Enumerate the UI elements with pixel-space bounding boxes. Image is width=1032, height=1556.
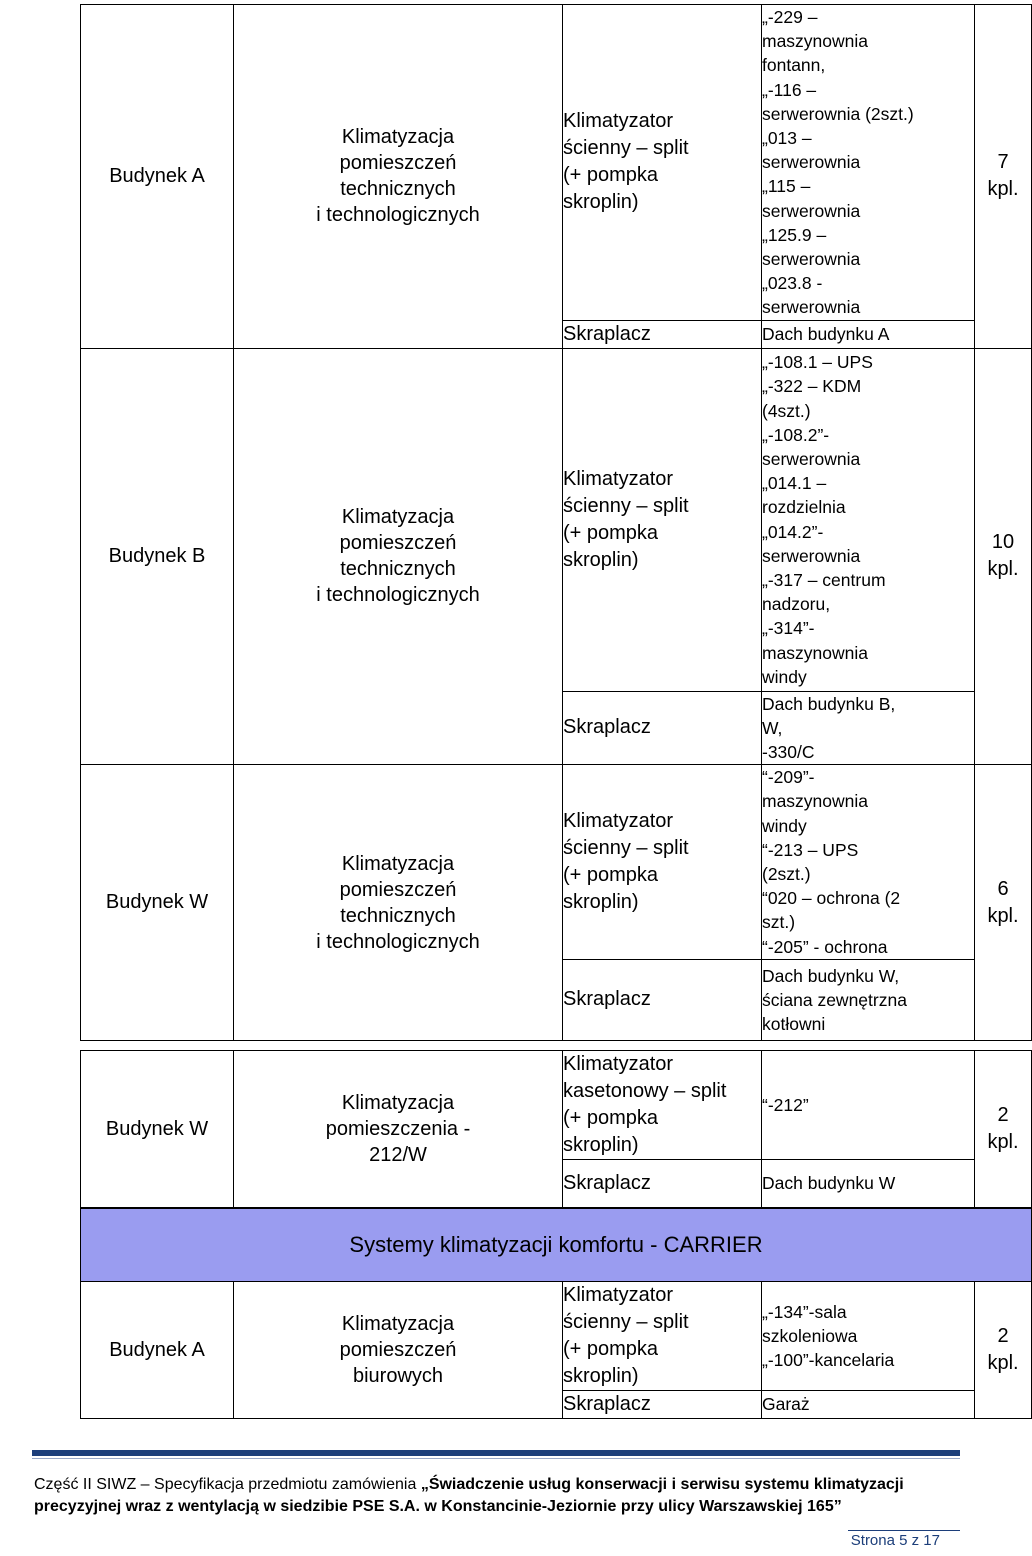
outdoor-unit-cell: Skraplacz	[563, 320, 762, 348]
footer-divider	[32, 1450, 960, 1456]
comfort-systems-table	[80, 1208, 1032, 1419]
outdoor-unit-cell: Skraplacz	[563, 691, 762, 765]
location-list: „-229 – maszynownia fontann, „-116 – serwerownia (2szt.) „013 – serwerownia „115 – serwerownia „125.9 – serwerownia „023.8 - serwerownia	[762, 5, 975, 321]
category-cell: Klimatyzacja pomieszczeń technicznych i technologicznych	[234, 5, 563, 349]
location-list: „-134”-sala szkoleniowa „-100”-kancelaria	[762, 1282, 975, 1391]
category-cell: Klimatyzacja pomieszczeń technicznych i technologicznych	[234, 348, 563, 765]
quantity-cell: 7 kpl.	[975, 5, 1032, 349]
equipment-table-212	[80, 1050, 1032, 1208]
outdoor-location-cell: Dach budynku W, ściana zewnętrzna kotłowni	[762, 959, 975, 1040]
outdoor-unit-cell: Skraplacz	[563, 1160, 762, 1208]
outdoor-location-cell: Garaż	[762, 1391, 975, 1419]
outdoor-location-cell: Dach budynku W	[762, 1160, 975, 1208]
indoor-unit-cell: Klimatyzator ścienny – split (+ pompka skroplin)	[563, 348, 762, 691]
building-cell: Budynek B	[81, 348, 234, 765]
footer-divider-thin	[32, 1458, 960, 1459]
indoor-unit-cell: Klimatyzator ścienny – split (+ pompka skroplin)	[563, 765, 762, 960]
quantity-cell: 2 kpl.	[975, 1282, 1032, 1419]
section-header: Systemy klimatyzacji komfortu - CARRIER	[81, 1209, 1032, 1282]
indoor-unit-cell: Klimatyzator ścienny – split (+ pompka skroplin)	[563, 1282, 762, 1391]
page-number-rule	[848, 1530, 960, 1531]
category-cell: Klimatyzacja pomieszczenia - 212/W	[234, 1051, 563, 1208]
indoor-unit-cell: Klimatyzator kasetonowy – split (+ pompka skroplin)	[563, 1051, 762, 1160]
outdoor-location-cell: Dach budynku B, W, -330/C	[762, 691, 975, 765]
outdoor-unit-cell: Skraplacz	[563, 959, 762, 1040]
location-list: “-209”- maszynownia windy “-213 – UPS (2szt.) “020 – ochrona (2 szt.) “-205” - ochrona	[762, 765, 975, 960]
location-list: „-108.1 – UPS „-322 – KDM (4szt.) „-108.2”- serwerownia „014.1 – rozdzielnia „014.2”- serwerownia „-317 – centrum nadzoru, „-314”- maszynownia windy	[762, 348, 975, 691]
building-cell: Budynek A	[81, 1282, 234, 1419]
location-list: “-212”	[762, 1051, 975, 1160]
quantity-cell: 6 kpl.	[975, 765, 1032, 1041]
outdoor-location-cell: Dach budynku A	[762, 320, 975, 348]
page-number: Strona 5 z 17	[850, 1532, 940, 1549]
building-cell: Budynek W	[81, 765, 234, 1041]
outdoor-unit-cell: Skraplacz	[563, 1391, 762, 1419]
category-cell: Klimatyzacja pomieszczeń biurowych	[234, 1282, 563, 1419]
quantity-cell: 2 kpl.	[975, 1051, 1032, 1208]
equipment-table-main	[80, 4, 1032, 1041]
category-cell: Klimatyzacja pomieszczeń technicznych i technologicznych	[234, 765, 563, 1041]
building-cell: Budynek W	[81, 1051, 234, 1208]
indoor-unit-cell: Klimatyzator ścienny – split (+ pompka skroplin)	[563, 5, 762, 321]
quantity-cell: 10 kpl.	[975, 348, 1032, 765]
building-cell: Budynek A	[81, 5, 234, 349]
document-footer: Część II SIWZ – Specyfikacja przedmiotu zamówienia „Świadczenie usług konserwacji i serwisu systemu klimatyzacji precyzyjnej wraz z wentylacją w siedzibie PSE S.A. w Konstancinie-Jeziornie przy ulicy Warszawskiej 165”	[34, 1476, 904, 1515]
